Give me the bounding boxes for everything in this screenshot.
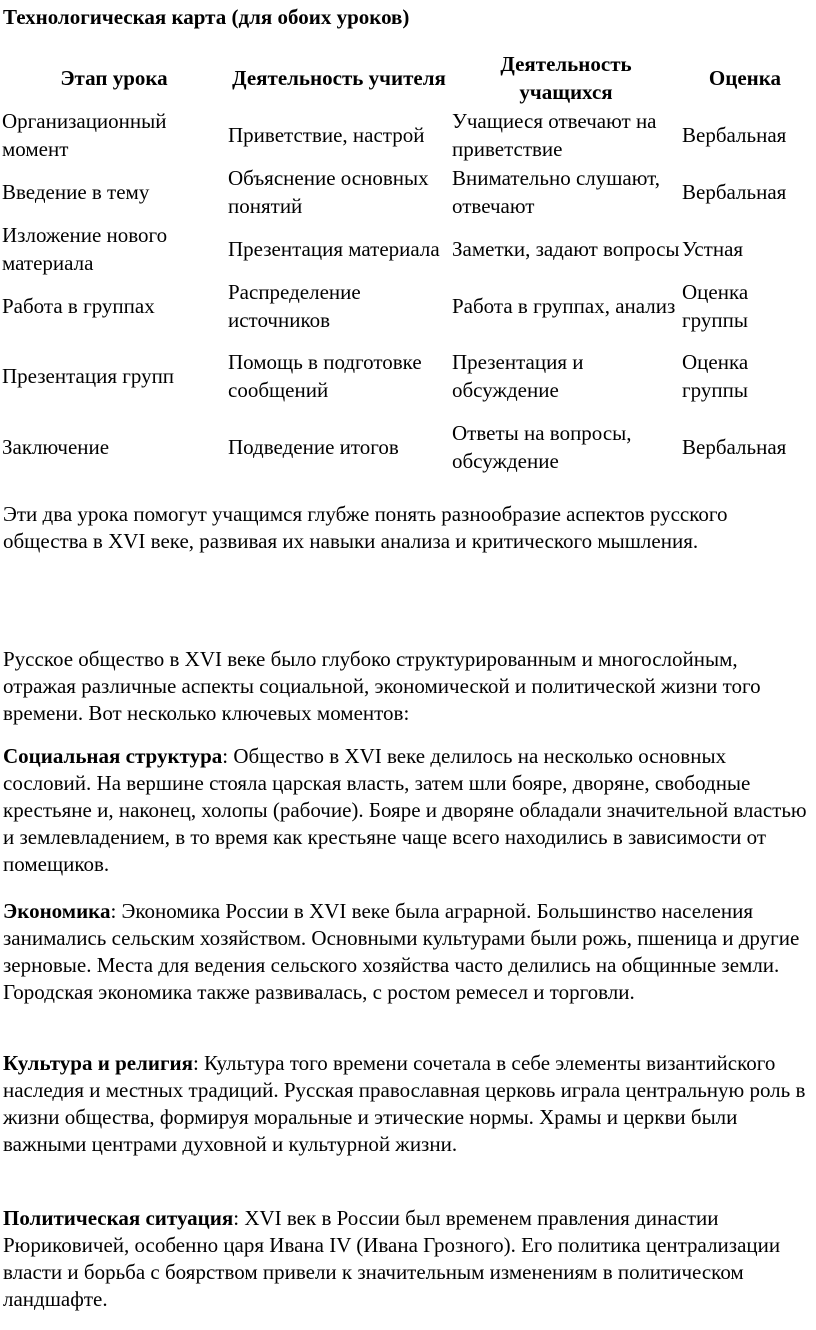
- cell-assessment: Оценка группы: [682, 350, 749, 402]
- technology-map-table: [0, 50, 808, 475]
- cell-stage: Презентация групп: [2, 364, 175, 388]
- summary-paragraph: Эти два урока помогут учащимся глубже понять разнообразие аспектов русского общества в XVI веке, развивая их навыки анализа и критического мышления.: [3, 502, 728, 553]
- section-term: Политическая ситуация: [3, 1206, 234, 1230]
- section-term: Социальная структура: [3, 744, 223, 768]
- political-situation-paragraph: [3, 1205, 815, 1313]
- section-text: : Общество в XVI веке делилось на несколько основных сословий. На вершине стояла царская власть, затем шли бояре, дворяне, свободные крестьяне и, наконец, холопы (рабочие). Бояре и дворяне обладали значительной властью и землевладением, в то время как крестьяне чаще всего находились в зависимости от помещиков.: [3, 744, 807, 876]
- cell-assessment: Вербальная: [682, 179, 787, 204]
- table-row: [0, 106, 808, 163]
- cell-teacher-activity: Распределение источников: [228, 279, 361, 332]
- cell-teacher-activity: Объяснение основных понятий: [228, 165, 429, 218]
- culture-religion-paragraph: [3, 1050, 815, 1158]
- header-teacher-activity: Деятельность учителя: [232, 66, 446, 90]
- cell-teacher-activity: Подведение итогов: [228, 434, 399, 459]
- section-text: : XVI век в России был временем правления династии Рюриковичей, особенно царя Ивана IV (Ивана Грозного). Его политика централизации власти и борьба с боярством привели к значительным изменениям в политическом ландшафте.: [3, 1206, 781, 1311]
- cell-stage: Организационный момент: [2, 108, 167, 161]
- table-row: [0, 163, 808, 220]
- economy-paragraph: [3, 898, 815, 1006]
- table-row: [0, 220, 808, 277]
- table-header-row: [0, 50, 808, 106]
- cell-assessment: Вербальная: [682, 434, 787, 459]
- section-text: : Культура того времени сочетала в себе элементы византийского наследия и местных традиций. Русская православная церковь играла центральную роль в жизни общества, формируя моральные и этические нормы. Храмы и церкви были важными центрами духовной и культурной жизни.: [3, 1051, 806, 1156]
- cell-student-activity: Презентация и обсуждение: [452, 350, 584, 402]
- document-heading: Технологическая карта (для обоих уроков): [3, 5, 410, 29]
- cell-stage: Введение в тему: [2, 179, 150, 204]
- cell-student-activity: Работа в группах, анализ: [452, 293, 676, 318]
- cell-teacher-activity: Презентация материала: [228, 236, 440, 261]
- header-assessment: Оценка: [708, 66, 782, 90]
- header-stage: Этап урока: [60, 66, 168, 90]
- cell-assessment: Оценка группы: [682, 279, 749, 332]
- table-row: [0, 334, 808, 418]
- social-structure-paragraph: [3, 743, 815, 878]
- cell-student-activity: Учащиеся отвечают на приветствие: [452, 108, 657, 161]
- table-row: [0, 277, 808, 334]
- cell-stage: Работа в группах: [2, 293, 155, 318]
- cell-student-activity: Ответы на вопросы, обсуждение: [452, 420, 632, 473]
- cell-student-activity: Заметки, задают вопросы: [452, 236, 680, 261]
- cell-stage: Изложение нового материала: [2, 222, 168, 275]
- cell-stage: Заключение: [2, 434, 110, 459]
- cell-teacher-activity: Помощь в подготовке сообщений: [228, 350, 422, 402]
- header-student-activity: Деятельность учащихся: [500, 52, 632, 104]
- cell-student-activity: Внимательно слушают, отвечают: [452, 165, 661, 218]
- cell-teacher-activity: Приветствие, настрой: [228, 122, 425, 147]
- intro-paragraph: Русское общество в XVI веке было глубоко структурированным и многослойным, отражая различные аспекты социальной, экономической и политической жизни того времени. Вот несколько ключевых моментов:: [3, 647, 761, 725]
- section-term: Экономика: [3, 899, 111, 923]
- table-row: [0, 418, 808, 475]
- section-text: : Экономика России в XVI веке была аграрной. Большинство населения занимались сельским хозяйством. Основными культурами были рожь, пшеница и другие зерновые. Места для ведения сельского хозяйства часто делились на общинные земли. Городская экономика также развивалась, с ростом ремесел и торговли.: [3, 899, 800, 1004]
- cell-assessment: Устная: [682, 236, 744, 261]
- section-term: Культура и религия: [3, 1051, 193, 1075]
- cell-assessment: Вербальная: [682, 122, 787, 147]
